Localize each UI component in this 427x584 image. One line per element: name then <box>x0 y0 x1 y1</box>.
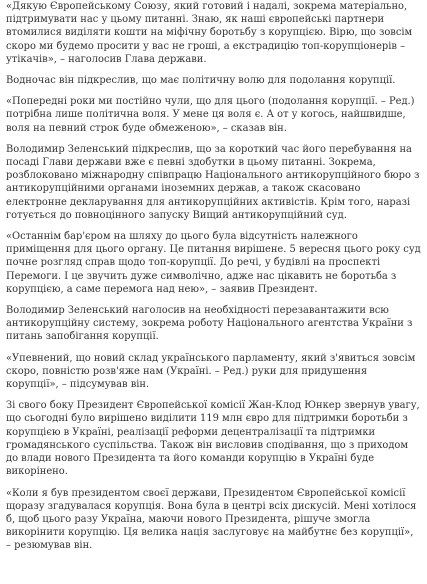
quote-paragraph: «Останнім бар'єром на шляху до цього була відсутність належного приміщення для цього органу. Це питання вирішене. 5 вересня цього року суд почне розгляд справ щодо топ-корупції. До речі, у будівлі на проспекті Перемоги. І це звучить дуже символічно, адже нас цікавить не боротьба з корупцією, а саме перемога над нею», – заявив Президент. <box>6 231 421 295</box>
body-paragraph: Володимир Зеленський наголосив на необхідності перезавантажити всю антикорупційну систему, зокрема роботу Національного агентства України з питань запобігання корупції. <box>6 305 413 343</box>
body-paragraph: Володимир Зеленський підкреслив, що за короткий час його перебування на посаді Глави держави вже є певні здобутки в цьому питанні. Зокрема, розблоковано міжнародну співпрацю Національного антикорупційного бюро з антикорупційними органами іноземних держав, а також скасовано електронне декларування для антикорупційних активістів. Крім того, наразі готується до повноцінного запуску Вищий антикорупційний суд. <box>6 143 420 221</box>
quote-paragraph: «Упевнений, що новий склад українського парламенту, який з'явиться зовсім скоро, повністю розв'яже нам (Україні. – Ред.) руки для придушення корупції», – підсумував він. <box>6 352 416 391</box>
quote-paragraph: «Попередні роки ми постійно чули, що для цього (подолання корупції. – Ред.) потрібна лише політична воля. У мене ця воля є. А от у когось, найшвидше, воля на певний строк буде обмеженою», – сказав він. <box>6 96 415 134</box>
body-paragraph: Зі свого боку Президент Європейської комісії Жан-Клод Юнкер звернув увагу, що сьогодні було вирішено виділити 119 млн євро для підтримки боротьби з корупцією в Україні, реалізації реформи децентралізації та підтримки громадянського суспільства. Також він висловив сподівання, що з приходом до влади нового Президента та його команди корупцію в Україні буде викорінено. <box>6 400 420 478</box>
quote-paragraph: «Дякую Європейському Союзу, який готовий і надалі, зокрема матеріально, підтримувати нас у цьому питанні. Знаю, як наші європейські партнери втомилися виділяти кошти на міфічну боротьбу з корупцією. Вірю, що зовсім скоро ми будемо просити у вас не гроші, а екстрадицію топ-корупціонерів – утікачів», – наголосив Глава держави. <box>6 1 413 65</box>
quote-paragraph: «Коли я був президентом своєї держави, Президентом Європейської комісії щоразу згадувалася корупція. Вона була в центрі всіх дискусій. Мені хотілося б, щоб цього разу Україна, маючи нового Президента, рішуче змогла викорінити корупцію. Ця велика нація заслуговує на майбутнє без корупції», – резюмував він. <box>6 487 417 552</box>
body-paragraph: Водночас він підкреслив, що має політичну волю для подолання корупції. <box>6 75 396 87</box>
